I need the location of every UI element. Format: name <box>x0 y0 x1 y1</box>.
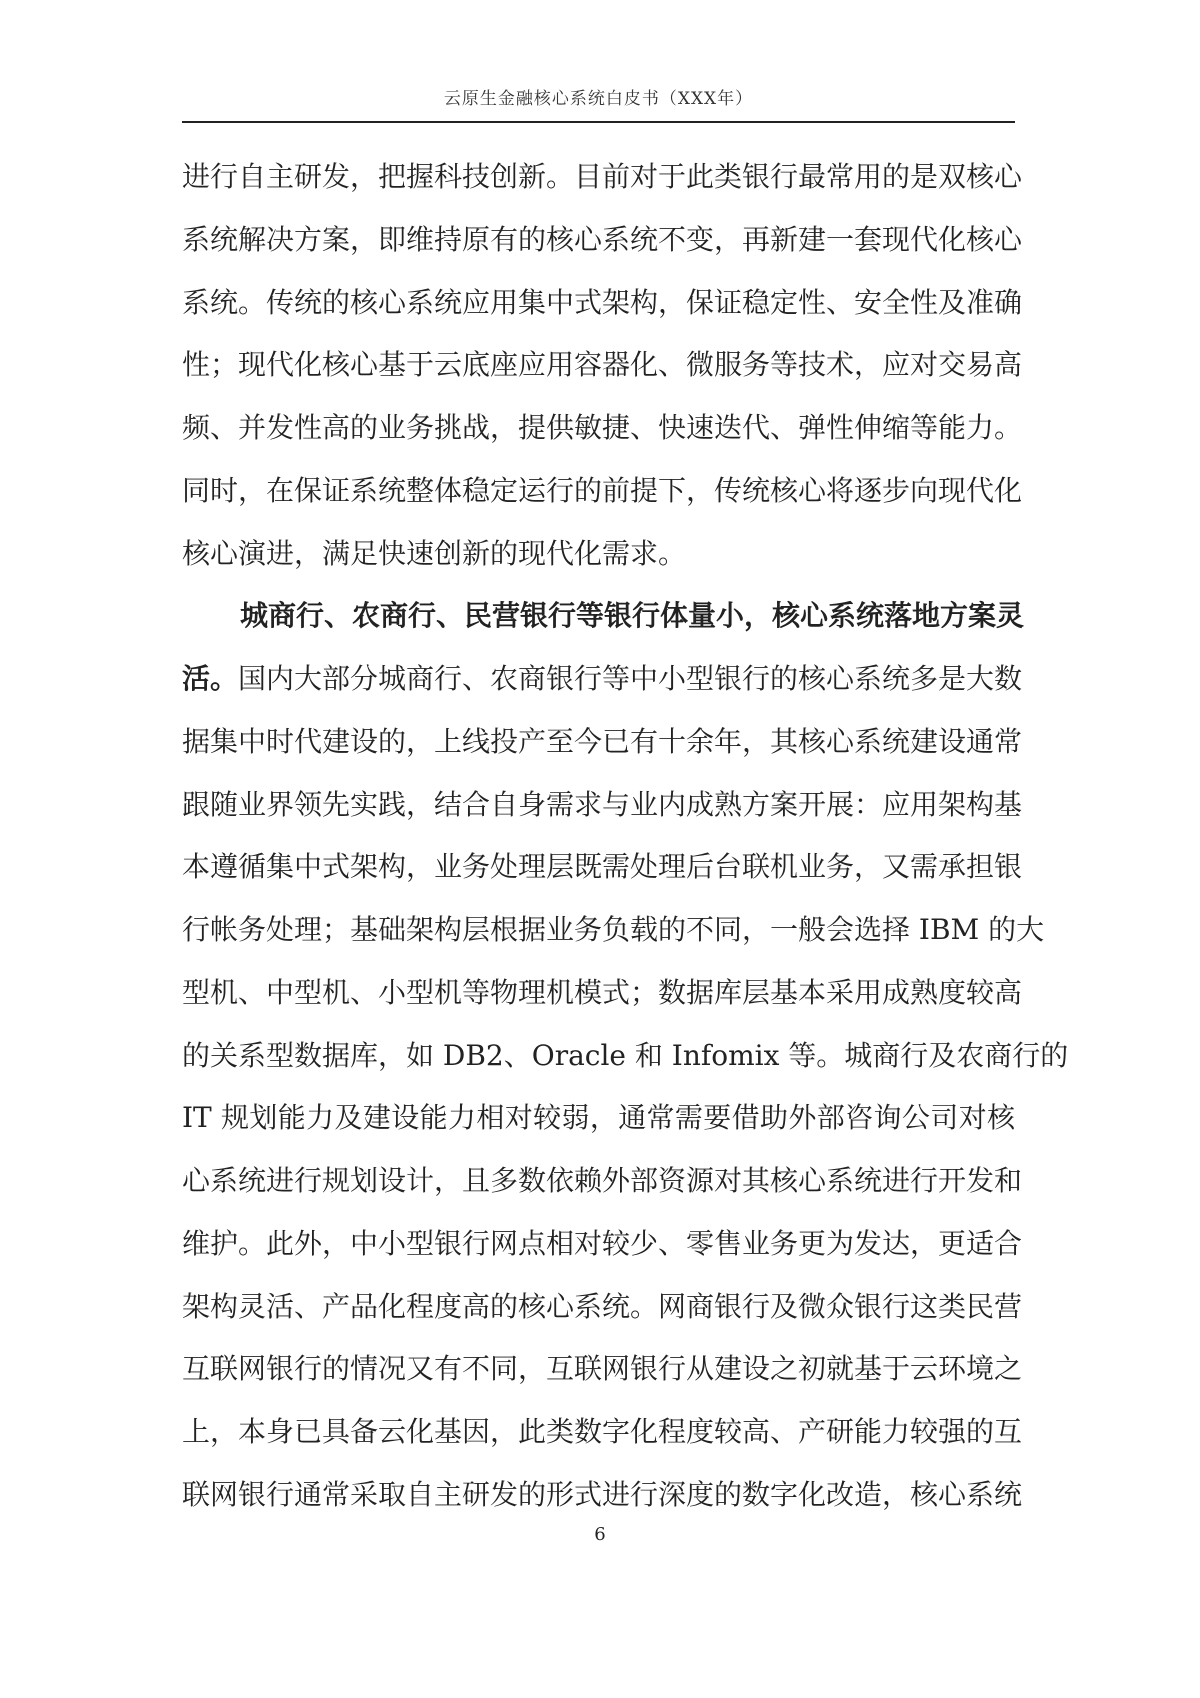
text-line: 的关系型数据库，如 DB2、Oracle 和 Infomix 等。城商行及农商行的 <box>182 1038 1069 1072</box>
text-line: 同时，在保证系统整体稳定运行的前提下，传统核心将逐步向现代化 <box>182 473 1023 507</box>
header-rule <box>182 121 1015 123</box>
text-line: 架构灵活、产品化程度高的核心系统。网商银行及微众银行这类民营 <box>182 1289 1023 1323</box>
text-line: 频、并发性高的业务挑战，提供敏捷、快速迭代、弹性伸缩等能力。 <box>182 411 1023 444</box>
text-line: IT 规划能力及建设能力相对较弱，通常需要借助外部咨询公司对核 <box>182 1101 1015 1135</box>
text-line: 维护。此外，中小型银行网点相对较少、零售业务更为发达，更适合 <box>182 1226 1023 1260</box>
text-line: 行帐务处理；基础架构层根据业务负载的不同，一般会选择 IBM 的大 <box>182 913 1045 946</box>
text-line: 联网银行通常采取自主研发的形式进行深度的数字化改造，核心系统 <box>182 1477 1023 1511</box>
page-number: 6 <box>594 1524 606 1545</box>
document-body <box>182 155 1069 1536</box>
bold-lead-tail: 活。 <box>182 662 239 695</box>
text-line: 进行自主研发，把握科技创新。目前对于此类银行最常用的是双核心 <box>182 160 1023 193</box>
paragraph-1 <box>182 155 1023 594</box>
running-header: 云原生金融核心系统白皮书（XXX年） <box>443 89 754 109</box>
text-line: 型机、中型机、小型机等物理机模式；数据库层基本采用成熟度较高 <box>182 975 1023 1009</box>
text-line: 系统。传统的核心系统应用集中式架构，保证稳定性、安全性及准确 <box>182 285 1023 319</box>
text-line: 心系统进行规划设计，且多数依赖外部资源对其核心系统进行开发和 <box>182 1164 1023 1197</box>
text-line: 性；现代化核心基于云底座应用容器化、微服务等技术，应对交易高 <box>182 348 1023 382</box>
text-line: 上，本身已具备云化基因，此类数字化程度较高、产研能力较强的互 <box>182 1415 1023 1448</box>
text-line: 本遵循集中式架构，业务处理层既需处理后台联机业务，又需承担银 <box>182 850 1023 884</box>
text-line: 跟随业界领先实践，结合自身需求与业内成熟方案开展：应用架构基 <box>182 787 1023 821</box>
text-line <box>182 657 1023 720</box>
text-span: 国内大部分城商行、农商银行等中小型银行的核心系统多是大数 <box>238 662 1023 695</box>
text-line: 核心演进，满足快速创新的现代化需求。 <box>182 536 687 570</box>
bold-lead-line: 城商行、农商行、民营银行等银行体量小，核心系统落地方案灵 <box>240 599 1025 633</box>
paragraph-2 <box>182 594 1069 1535</box>
text-line: 互联网银行的情况又有不同，互联网银行从建设之初就基于云环境之 <box>182 1352 1023 1386</box>
text-line: 系统解决方案，即维持原有的核心系统不变，再新建一套现代化核心 <box>182 222 1023 256</box>
text-line: 据集中时代建设的，上线投产至今已有十余年，其核心系统建设通常 <box>182 724 1023 758</box>
